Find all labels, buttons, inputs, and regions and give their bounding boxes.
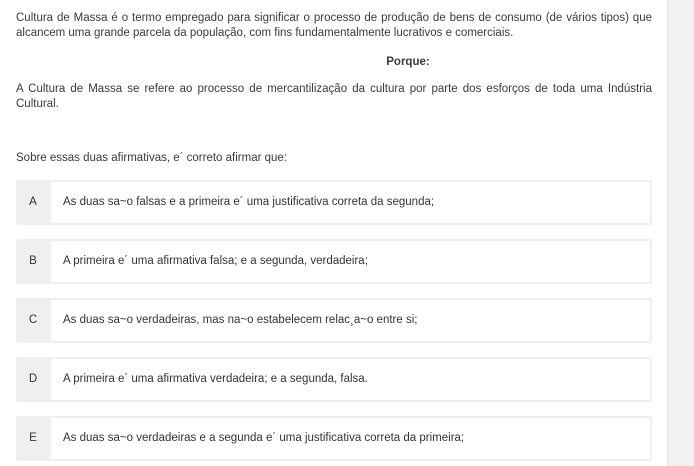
connector-label: Porque:: [386, 56, 430, 68]
option-text: As duas sa~o falsas e a primeira e´ uma justificativa correta da segunda;: [63, 196, 435, 208]
option-letter: A: [29, 196, 37, 208]
option-text: A primeira e´ uma afirmativa falsa; e a segunda, verdadeira;: [63, 255, 368, 267]
option-body[interactable]: [51, 241, 650, 282]
option-text: As duas sa~o verdadeiras, mas na~o estabelecem relac¸a~o entre si;: [63, 314, 418, 326]
option-letter: C: [28, 314, 38, 326]
option-d[interactable]: [16, 357, 652, 402]
option-letter: E: [29, 432, 37, 444]
option-body[interactable]: [51, 418, 650, 459]
option-c[interactable]: [16, 298, 652, 343]
statement-one: Cultura de Massa é o termo empregado para significar o processo de produção de bens de consumo (de vários tipos) que alcancem uma grande parcela da população, com fins fundamentalmente lucrativos e comerciais.: [16, 12, 652, 39]
question-prompt: Sobre essas duas afirmativas, e´ correto afirmar que:: [16, 152, 288, 164]
option-body[interactable]: [51, 300, 650, 341]
option-a[interactable]: [16, 180, 652, 225]
option-e[interactable]: [16, 416, 652, 461]
option-text: A primeira e´ uma afirmativa verdadeira; e a segunda, falsa.: [63, 373, 368, 385]
option-text: As duas sa~o verdadeiras e a segunda e´ uma justificativa correta da primeira;: [63, 432, 465, 444]
option-b[interactable]: [16, 239, 652, 284]
vertical-scrollbar[interactable]: [667, 0, 694, 466]
option-letter: B: [29, 255, 37, 267]
option-body[interactable]: [51, 182, 650, 223]
option-body[interactable]: [51, 359, 650, 400]
option-letter: D: [28, 373, 38, 385]
statement-two: A Cultura de Massa se refere ao processo de mercantilização da cultura por parte dos esforços de toda uma Indústria Cultural.: [16, 83, 652, 110]
